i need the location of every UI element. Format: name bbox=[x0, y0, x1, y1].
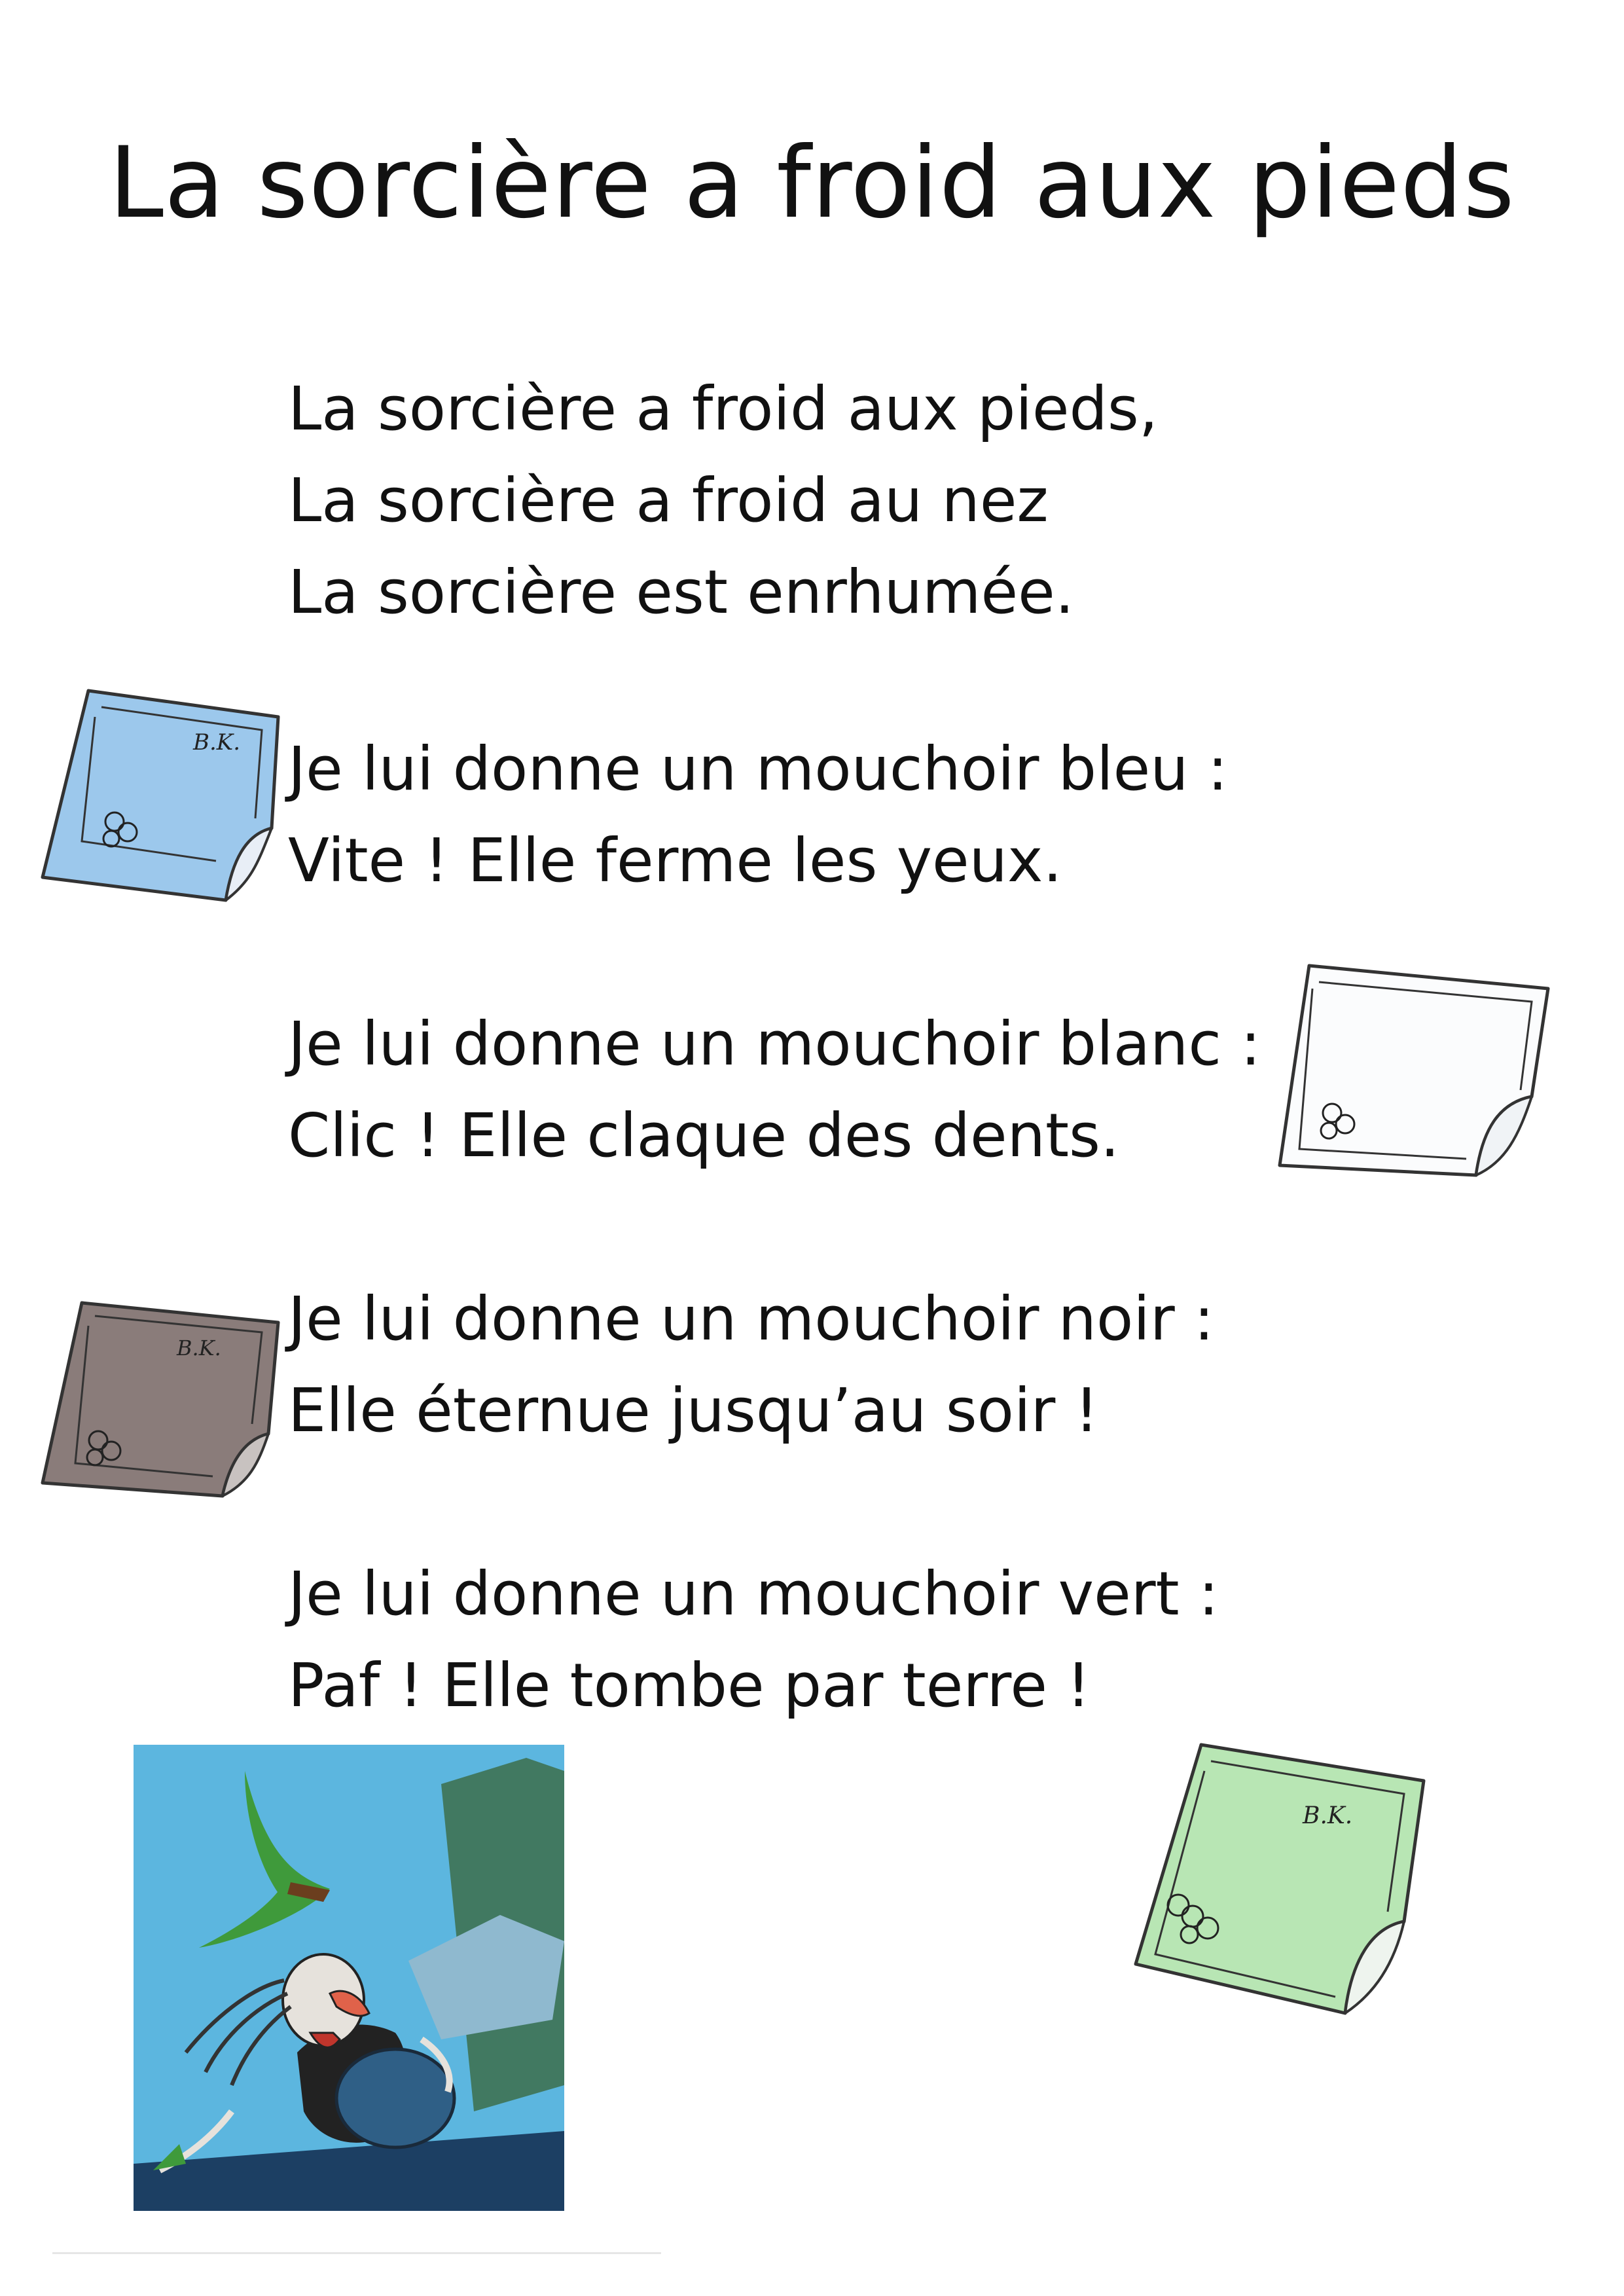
poem-line: La sorcière a froid au nez bbox=[288, 465, 1049, 536]
blue-handkerchief-icon bbox=[36, 684, 285, 907]
poem-line: Elle éternue jusqu’au soir ! bbox=[288, 1376, 1099, 1446]
svg-text:B.K.: B.K. bbox=[1303, 1802, 1353, 1829]
stanza-1 bbox=[288, 363, 1158, 638]
poem-line: La sorcière est enrhumée. bbox=[288, 557, 1074, 627]
stanza-4 bbox=[288, 1273, 1214, 1457]
stanza-5 bbox=[288, 1548, 1219, 1732]
black-handkerchief-icon bbox=[36, 1296, 285, 1506]
poem-line: Je lui donne un mouchoir bleu : bbox=[288, 734, 1228, 804]
footer-divider bbox=[52, 2252, 661, 2254]
white-handkerchief-icon bbox=[1273, 959, 1555, 1182]
poem-title: La sorcière a froid aux pieds bbox=[109, 126, 1515, 240]
svg-text:B.K.: B.K. bbox=[177, 1336, 221, 1360]
poem-line: Je lui donne un mouchoir vert : bbox=[288, 1559, 1219, 1629]
svg-text:B.K.: B.K. bbox=[193, 729, 241, 756]
poem-line: Je lui donne un mouchoir blanc : bbox=[288, 1009, 1261, 1079]
stanza-3 bbox=[288, 998, 1261, 1182]
falling-witch-illustration bbox=[134, 1745, 564, 2211]
stanza-2 bbox=[288, 723, 1228, 907]
green-handkerchief-icon bbox=[1129, 1738, 1430, 2020]
poem-line: Vite ! Elle ferme les yeux. bbox=[288, 826, 1062, 896]
poem-line: Clic ! Elle claque des dents. bbox=[288, 1101, 1120, 1171]
poem-line: Paf ! Elle tombe par terre ! bbox=[288, 1650, 1091, 1721]
poem-line: Je lui donne un mouchoir noir : bbox=[288, 1284, 1214, 1354]
poem-line: La sorcière a froid aux pieds, bbox=[288, 374, 1159, 444]
